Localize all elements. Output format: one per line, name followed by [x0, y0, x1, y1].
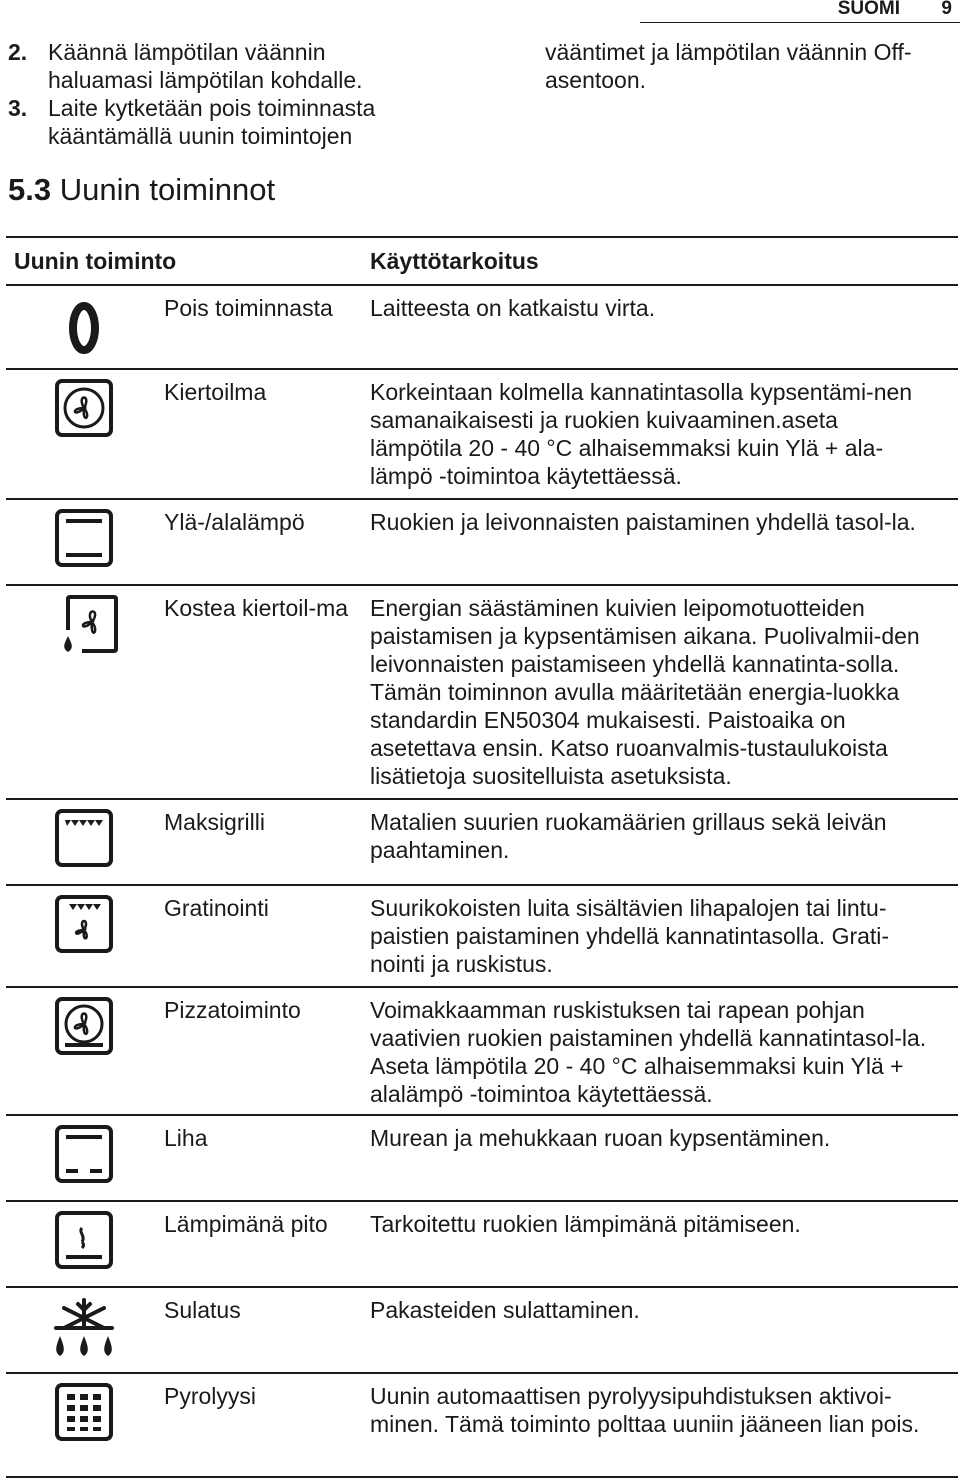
function-purpose: Energian säästäminen kuivien leipomotuotteiden paistamisen ja kypsentämisen aikana. Puolivalmii-den leivonnaisten paistamiseen yhdellä kannatinta-solla. Tämän toiminnon avulla määritetään energia-luokka standardin EN50304 mukaisesti. Paistoaika on asetettava ensin. Katso ruoanvalmis-tustaulukoista lisätietoja suositelluista asetuksista. — [370, 585, 958, 799]
function-purpose: Voimakkaamman ruskistuksen tai rapean pohjan vaativien ruokien paistaminen yhdellä kannatintasol-la. Aseta lämpötila 20 - 40 °C alhaisemmaksi kuin Ylä + alalämpö -toimintoa käytettäessä. — [370, 987, 958, 1115]
zero-position-icon — [68, 296, 128, 360]
function-name: Gratinointi — [164, 885, 370, 987]
header-rule — [640, 22, 960, 23]
fan-circle-icon — [54, 378, 114, 438]
step-number: 3. — [8, 95, 28, 121]
table-row — [6, 1115, 958, 1201]
function-purpose: Suurikokoisten luita sisältävien lihapalojen tai lintu-paistien paistaminen yhdellä kannatintasolla. Grati-nointi ja ruskistus. — [370, 885, 958, 987]
function-name: Lämpimänä pito — [164, 1201, 370, 1287]
function-name: Liha — [164, 1115, 370, 1201]
function-name: Pizzatoiminto — [164, 987, 370, 1115]
steps-list — [8, 38, 408, 150]
column-header-function: Uunin toiminto — [6, 237, 370, 285]
function-name: Ylä-/alalämpö — [164, 499, 370, 585]
section-title-text: Uunin toiminnot — [59, 172, 276, 207]
table-row — [6, 499, 958, 585]
function-purpose: Pakasteiden sulattaminen. — [370, 1287, 958, 1373]
table-row — [6, 369, 958, 499]
function-name: Pois toiminnasta — [164, 285, 370, 369]
function-name: Maksigrilli — [164, 799, 370, 885]
function-purpose: Laitteesta on katkaistu virta. — [370, 285, 958, 369]
page-number: 9 — [941, 0, 952, 19]
table-row — [6, 1287, 958, 1373]
function-name: Sulatus — [164, 1287, 370, 1373]
table-header-row — [6, 237, 958, 285]
column-header-purpose: Käyttötarkoitus — [370, 237, 958, 285]
function-purpose: Tarkoitettu ruokien lämpimänä pitämiseen. — [370, 1201, 958, 1287]
section-title — [8, 172, 275, 208]
function-name: Kostea kiertoil-ma — [164, 585, 370, 799]
table-row — [6, 885, 958, 987]
top-bottom-heat-icon — [54, 508, 114, 568]
page-header — [0, 0, 960, 22]
function-purpose: Matalien suurien ruokamäärien grillaus sekä leivän paahtaminen. — [370, 799, 958, 885]
full-grill-icon — [54, 808, 114, 868]
function-purpose: Ruokien ja leivonnaisten paistaminen yhdellä tasol-la. — [370, 499, 958, 585]
table-row — [6, 1373, 958, 1477]
oven-functions-table — [6, 236, 958, 1478]
function-purpose: Uunin automaattisen pyrolyysipuhdistuksen aktivoi-minen. Tämä toiminto polttaa uuniin jääneen lian pois. — [370, 1373, 958, 1477]
function-name: Pyrolyysi — [164, 1373, 370, 1477]
step-text: Laite kytketään pois toiminnasta kääntämällä uunin toimintojen — [48, 95, 376, 149]
step-number: 2. — [8, 39, 28, 65]
section-number: 5.3 — [8, 172, 52, 207]
meat-icon — [54, 1124, 114, 1184]
step-text: Käännä lämpötilan väännin haluamasi lämpötilan kohdalle. — [48, 39, 363, 93]
step-item — [8, 38, 408, 94]
grill-fan-icon — [54, 894, 114, 954]
moist-fan-icon — [58, 594, 122, 658]
keep-warm-icon — [54, 1210, 114, 1270]
table-row — [6, 987, 958, 1115]
step-continuation: vääntimet ja lämpötilan väännin Off-asentoon. — [545, 39, 912, 93]
defrost-icon — [50, 1296, 118, 1362]
function-purpose: Korkeintaan kolmella kannatintasolla kypsentämi-nen samanaikaisesti ja ruokien kuivaaminen.aseta lämpötila 20 - 40 °C alhaisemmaksi kuin Ylä + ala-lämpö -toimintoa käytettäessä. — [370, 369, 958, 499]
pizza-fan-icon — [54, 996, 114, 1056]
table-row — [6, 799, 958, 885]
table-row — [6, 1201, 958, 1287]
function-name: Kiertoilma — [164, 369, 370, 499]
step-item — [8, 94, 408, 150]
pyrolysis-icon — [54, 1382, 114, 1442]
function-purpose: Murean ja mehukkaan ruoan kypsentäminen. — [370, 1115, 958, 1201]
table-row — [6, 285, 958, 369]
section-label: SUOMI — [837, 0, 900, 19]
table-row — [6, 585, 958, 799]
